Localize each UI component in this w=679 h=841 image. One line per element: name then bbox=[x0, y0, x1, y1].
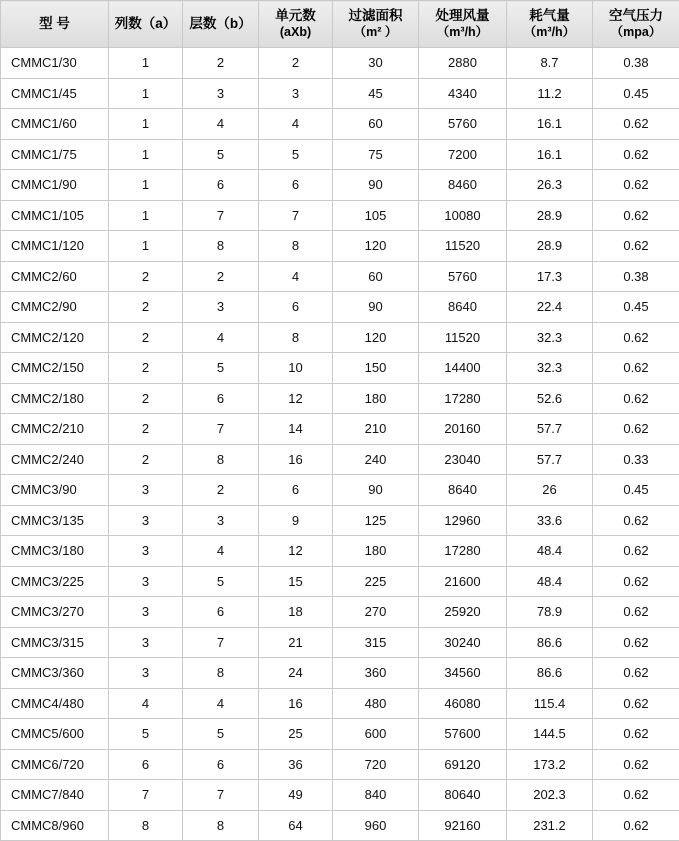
cell-model: CMMC3/180 bbox=[1, 536, 109, 567]
cell-value: 16 bbox=[259, 444, 333, 475]
cell-value: 86.6 bbox=[507, 658, 593, 689]
cell-model: CMMC2/210 bbox=[1, 414, 109, 445]
cell-value: 5 bbox=[183, 139, 259, 170]
cell-value: 3 bbox=[109, 505, 183, 536]
table-row bbox=[1, 353, 679, 384]
cell-value: 60 bbox=[333, 261, 419, 292]
column-header-5 bbox=[419, 1, 507, 48]
cell-value: 80640 bbox=[419, 780, 507, 811]
cell-value: 0.62 bbox=[593, 353, 679, 384]
cell-value: 3 bbox=[183, 78, 259, 109]
cell-value: 2 bbox=[109, 292, 183, 323]
cell-model: CMMC5/600 bbox=[1, 719, 109, 750]
cell-value: 17280 bbox=[419, 536, 507, 567]
cell-value: 173.2 bbox=[507, 749, 593, 780]
cell-model: CMMC2/60 bbox=[1, 261, 109, 292]
cell-value: 4 bbox=[109, 688, 183, 719]
cell-value: 12 bbox=[259, 536, 333, 567]
cell-model: CMMC3/315 bbox=[1, 627, 109, 658]
cell-value: 8 bbox=[183, 658, 259, 689]
cell-value: 0.62 bbox=[593, 536, 679, 567]
cell-value: 0.62 bbox=[593, 688, 679, 719]
cell-value: 115.4 bbox=[507, 688, 593, 719]
cell-value: 5 bbox=[109, 719, 183, 750]
table-row bbox=[1, 261, 679, 292]
cell-value: 75 bbox=[333, 139, 419, 170]
cell-value: 2 bbox=[183, 48, 259, 79]
cell-value: 7 bbox=[183, 780, 259, 811]
cell-value: 180 bbox=[333, 536, 419, 567]
table-row bbox=[1, 78, 679, 109]
cell-value: 3 bbox=[109, 658, 183, 689]
cell-value: 49 bbox=[259, 780, 333, 811]
cell-value: 33.6 bbox=[507, 505, 593, 536]
cell-value: 8640 bbox=[419, 292, 507, 323]
cell-value: 0.33 bbox=[593, 444, 679, 475]
cell-value: 120 bbox=[333, 322, 419, 353]
cell-value: 7 bbox=[183, 627, 259, 658]
cell-value: 10 bbox=[259, 353, 333, 384]
cell-value: 0.45 bbox=[593, 292, 679, 323]
cell-value: 4 bbox=[259, 109, 333, 140]
cell-value: 2 bbox=[109, 261, 183, 292]
cell-value: 17.3 bbox=[507, 261, 593, 292]
column-header-2 bbox=[183, 1, 259, 48]
cell-value: 25920 bbox=[419, 597, 507, 628]
cell-model: CMMC1/30 bbox=[1, 48, 109, 79]
cell-value: 202.3 bbox=[507, 780, 593, 811]
table-row bbox=[1, 749, 679, 780]
cell-value: 23040 bbox=[419, 444, 507, 475]
cell-value: 60 bbox=[333, 109, 419, 140]
cell-value: 52.6 bbox=[507, 383, 593, 414]
cell-value: 6 bbox=[183, 597, 259, 628]
table-row bbox=[1, 170, 679, 201]
cell-model: CMMC1/75 bbox=[1, 139, 109, 170]
table-row bbox=[1, 658, 679, 689]
cell-value: 4 bbox=[259, 261, 333, 292]
column-header-0 bbox=[1, 1, 109, 48]
table-header bbox=[1, 1, 679, 48]
cell-value: 1 bbox=[109, 170, 183, 201]
column-header-main-3: 单元数 bbox=[275, 8, 316, 23]
table-row bbox=[1, 139, 679, 170]
cell-value: 125 bbox=[333, 505, 419, 536]
cell-value: 4 bbox=[183, 688, 259, 719]
cell-value: 0.62 bbox=[593, 200, 679, 231]
cell-value: 0.62 bbox=[593, 139, 679, 170]
cell-value: 0.62 bbox=[593, 597, 679, 628]
cell-value: 14400 bbox=[419, 353, 507, 384]
cell-value: 0.62 bbox=[593, 414, 679, 445]
cell-value: 3 bbox=[109, 475, 183, 506]
cell-value: 3 bbox=[109, 566, 183, 597]
cell-value: 150 bbox=[333, 353, 419, 384]
cell-value: 15 bbox=[259, 566, 333, 597]
cell-value: 25 bbox=[259, 719, 333, 750]
cell-value: 2 bbox=[109, 444, 183, 475]
cell-value: 57600 bbox=[419, 719, 507, 750]
cell-value: 8 bbox=[259, 231, 333, 262]
cell-value: 28.9 bbox=[507, 200, 593, 231]
cell-value: 960 bbox=[333, 810, 419, 841]
cell-value: 8.7 bbox=[507, 48, 593, 79]
table-row bbox=[1, 475, 679, 506]
table-body bbox=[1, 48, 679, 841]
cell-model: CMMC1/105 bbox=[1, 200, 109, 231]
cell-value: 18 bbox=[259, 597, 333, 628]
column-header-7 bbox=[593, 1, 679, 48]
cell-value: 0.62 bbox=[593, 322, 679, 353]
table-row bbox=[1, 688, 679, 719]
cell-model: CMMC3/270 bbox=[1, 597, 109, 628]
cell-value: 64 bbox=[259, 810, 333, 841]
cell-value: 2 bbox=[109, 383, 183, 414]
cell-value: 12960 bbox=[419, 505, 507, 536]
cell-value: 3 bbox=[183, 292, 259, 323]
cell-value: 0.62 bbox=[593, 658, 679, 689]
cell-value: 225 bbox=[333, 566, 419, 597]
cell-value: 7200 bbox=[419, 139, 507, 170]
cell-value: 1 bbox=[109, 231, 183, 262]
cell-value: 4 bbox=[183, 322, 259, 353]
cell-value: 46080 bbox=[419, 688, 507, 719]
cell-value: 2 bbox=[109, 414, 183, 445]
table-row bbox=[1, 505, 679, 536]
cell-value: 90 bbox=[333, 475, 419, 506]
cell-value: 0.45 bbox=[593, 475, 679, 506]
column-header-6 bbox=[507, 1, 593, 48]
cell-value: 10080 bbox=[419, 200, 507, 231]
cell-value: 6 bbox=[259, 170, 333, 201]
cell-value: 0.62 bbox=[593, 627, 679, 658]
cell-value: 4 bbox=[183, 109, 259, 140]
header-row bbox=[1, 1, 679, 48]
cell-value: 1 bbox=[109, 109, 183, 140]
cell-value: 2880 bbox=[419, 48, 507, 79]
cell-value: 3 bbox=[109, 627, 183, 658]
cell-value: 86.6 bbox=[507, 627, 593, 658]
cell-value: 8 bbox=[183, 810, 259, 841]
table-row bbox=[1, 292, 679, 323]
column-header-3 bbox=[259, 1, 333, 48]
cell-model: CMMC1/60 bbox=[1, 109, 109, 140]
cell-value: 92160 bbox=[419, 810, 507, 841]
cell-value: 2 bbox=[109, 353, 183, 384]
cell-value: 720 bbox=[333, 749, 419, 780]
table-row bbox=[1, 597, 679, 628]
table-row bbox=[1, 109, 679, 140]
cell-value: 315 bbox=[333, 627, 419, 658]
cell-value: 8 bbox=[183, 444, 259, 475]
cell-model: CMMC2/240 bbox=[1, 444, 109, 475]
cell-value: 16.1 bbox=[507, 109, 593, 140]
table-row bbox=[1, 414, 679, 445]
cell-value: 9 bbox=[259, 505, 333, 536]
cell-value: 32.3 bbox=[507, 353, 593, 384]
cell-value: 0.62 bbox=[593, 505, 679, 536]
cell-value: 7 bbox=[259, 200, 333, 231]
table-row bbox=[1, 48, 679, 79]
cell-value: 5760 bbox=[419, 261, 507, 292]
cell-value: 8 bbox=[183, 231, 259, 262]
cell-value: 8460 bbox=[419, 170, 507, 201]
cell-value: 6 bbox=[109, 749, 183, 780]
cell-model: CMMC1/120 bbox=[1, 231, 109, 262]
cell-value: 24 bbox=[259, 658, 333, 689]
cell-value: 7 bbox=[183, 414, 259, 445]
table-row bbox=[1, 444, 679, 475]
cell-value: 3 bbox=[109, 597, 183, 628]
cell-value: 20160 bbox=[419, 414, 507, 445]
column-header-sub-3: (aXb) bbox=[259, 25, 332, 41]
cell-value: 4 bbox=[183, 536, 259, 567]
column-header-sub-5: （m³/h） bbox=[419, 25, 506, 41]
cell-value: 11520 bbox=[419, 231, 507, 262]
cell-value: 7 bbox=[109, 780, 183, 811]
cell-value: 34560 bbox=[419, 658, 507, 689]
cell-value: 600 bbox=[333, 719, 419, 750]
cell-value: 1 bbox=[109, 200, 183, 231]
table-row bbox=[1, 200, 679, 231]
cell-value: 0.62 bbox=[593, 810, 679, 841]
table-row bbox=[1, 536, 679, 567]
cell-model: CMMC2/180 bbox=[1, 383, 109, 414]
cell-value: 3 bbox=[183, 505, 259, 536]
cell-value: 28.9 bbox=[507, 231, 593, 262]
table-row bbox=[1, 627, 679, 658]
cell-value: 6 bbox=[259, 475, 333, 506]
cell-value: 2 bbox=[259, 48, 333, 79]
cell-value: 231.2 bbox=[507, 810, 593, 841]
cell-value: 36 bbox=[259, 749, 333, 780]
cell-model: CMMC1/90 bbox=[1, 170, 109, 201]
cell-value: 0.62 bbox=[593, 231, 679, 262]
cell-value: 5 bbox=[183, 719, 259, 750]
table-row bbox=[1, 231, 679, 262]
table-row bbox=[1, 566, 679, 597]
cell-model: CMMC2/150 bbox=[1, 353, 109, 384]
cell-value: 6 bbox=[183, 383, 259, 414]
cell-value: 30240 bbox=[419, 627, 507, 658]
cell-value: 1 bbox=[109, 78, 183, 109]
cell-model: CMMC3/360 bbox=[1, 658, 109, 689]
column-header-sub-4: （m² ） bbox=[333, 25, 418, 41]
column-header-main-6: 耗气量 bbox=[529, 8, 570, 23]
cell-value: 120 bbox=[333, 231, 419, 262]
cell-value: 48.4 bbox=[507, 536, 593, 567]
cell-value: 8 bbox=[109, 810, 183, 841]
cell-value: 69120 bbox=[419, 749, 507, 780]
cell-value: 16.1 bbox=[507, 139, 593, 170]
cell-model: CMMC4/480 bbox=[1, 688, 109, 719]
cell-model: CMMC3/135 bbox=[1, 505, 109, 536]
cell-value: 105 bbox=[333, 200, 419, 231]
cell-model: CMMC3/225 bbox=[1, 566, 109, 597]
cell-model: CMMC3/90 bbox=[1, 475, 109, 506]
cell-value: 8 bbox=[259, 322, 333, 353]
table-row bbox=[1, 810, 679, 841]
cell-value: 22.4 bbox=[507, 292, 593, 323]
cell-model: CMMC7/840 bbox=[1, 780, 109, 811]
cell-value: 26.3 bbox=[507, 170, 593, 201]
cell-value: 240 bbox=[333, 444, 419, 475]
cell-value: 0.38 bbox=[593, 48, 679, 79]
cell-value: 57.7 bbox=[507, 444, 593, 475]
column-header-main-4: 过滤面积 bbox=[349, 8, 403, 23]
cell-model: CMMC1/45 bbox=[1, 78, 109, 109]
cell-value: 270 bbox=[333, 597, 419, 628]
cell-value: 1 bbox=[109, 139, 183, 170]
column-header-sub-7: （mpa） bbox=[593, 25, 679, 41]
cell-value: 78.9 bbox=[507, 597, 593, 628]
cell-value: 0.62 bbox=[593, 383, 679, 414]
cell-value: 5 bbox=[183, 353, 259, 384]
cell-value: 3 bbox=[259, 78, 333, 109]
cell-value: 14 bbox=[259, 414, 333, 445]
cell-value: 8640 bbox=[419, 475, 507, 506]
table-row bbox=[1, 383, 679, 414]
cell-value: 48.4 bbox=[507, 566, 593, 597]
column-header-main-7: 空气压力 bbox=[609, 8, 663, 23]
cell-value: 0.62 bbox=[593, 749, 679, 780]
cell-value: 2 bbox=[183, 475, 259, 506]
cell-value: 1 bbox=[109, 48, 183, 79]
cell-value: 360 bbox=[333, 658, 419, 689]
cell-value: 2 bbox=[109, 322, 183, 353]
cell-value: 0.38 bbox=[593, 261, 679, 292]
cell-value: 0.62 bbox=[593, 780, 679, 811]
cell-value: 12 bbox=[259, 383, 333, 414]
cell-value: 2 bbox=[183, 261, 259, 292]
cell-value: 30 bbox=[333, 48, 419, 79]
column-header-1 bbox=[109, 1, 183, 48]
cell-model: CMMC8/960 bbox=[1, 810, 109, 841]
cell-value: 3 bbox=[109, 536, 183, 567]
cell-value: 7 bbox=[183, 200, 259, 231]
cell-value: 840 bbox=[333, 780, 419, 811]
cell-value: 0.62 bbox=[593, 170, 679, 201]
cell-model: CMMC6/720 bbox=[1, 749, 109, 780]
column-header-main-1: 列数（a） bbox=[115, 16, 177, 31]
column-header-main-2: 层数（b） bbox=[189, 16, 251, 31]
cell-value: 6 bbox=[183, 170, 259, 201]
cell-value: 11.2 bbox=[507, 78, 593, 109]
cell-value: 210 bbox=[333, 414, 419, 445]
column-header-main-0: 型 号 bbox=[39, 16, 70, 31]
cell-value: 0.62 bbox=[593, 719, 679, 750]
cell-value: 11520 bbox=[419, 322, 507, 353]
cell-value: 26 bbox=[507, 475, 593, 506]
cell-value: 45 bbox=[333, 78, 419, 109]
cell-value: 21 bbox=[259, 627, 333, 658]
cell-value: 5 bbox=[259, 139, 333, 170]
cell-value: 0.62 bbox=[593, 109, 679, 140]
column-header-4 bbox=[333, 1, 419, 48]
cell-value: 32.3 bbox=[507, 322, 593, 353]
cell-value: 180 bbox=[333, 383, 419, 414]
cell-value: 4340 bbox=[419, 78, 507, 109]
cell-value: 5 bbox=[183, 566, 259, 597]
table-row bbox=[1, 322, 679, 353]
column-header-main-5: 处理风量 bbox=[436, 8, 490, 23]
column-header-sub-6: （m³/h） bbox=[507, 25, 592, 41]
cell-value: 21600 bbox=[419, 566, 507, 597]
cell-model: CMMC2/90 bbox=[1, 292, 109, 323]
cell-value: 16 bbox=[259, 688, 333, 719]
cell-value: 6 bbox=[259, 292, 333, 323]
cell-value: 6 bbox=[183, 749, 259, 780]
cell-value: 144.5 bbox=[507, 719, 593, 750]
cell-model: CMMC2/120 bbox=[1, 322, 109, 353]
table-row bbox=[1, 719, 679, 750]
cell-value: 0.62 bbox=[593, 566, 679, 597]
cell-value: 0.45 bbox=[593, 78, 679, 109]
cell-value: 480 bbox=[333, 688, 419, 719]
cell-value: 90 bbox=[333, 170, 419, 201]
cell-value: 57.7 bbox=[507, 414, 593, 445]
cell-value: 5760 bbox=[419, 109, 507, 140]
cell-value: 90 bbox=[333, 292, 419, 323]
table-row bbox=[1, 780, 679, 811]
cell-value: 17280 bbox=[419, 383, 507, 414]
